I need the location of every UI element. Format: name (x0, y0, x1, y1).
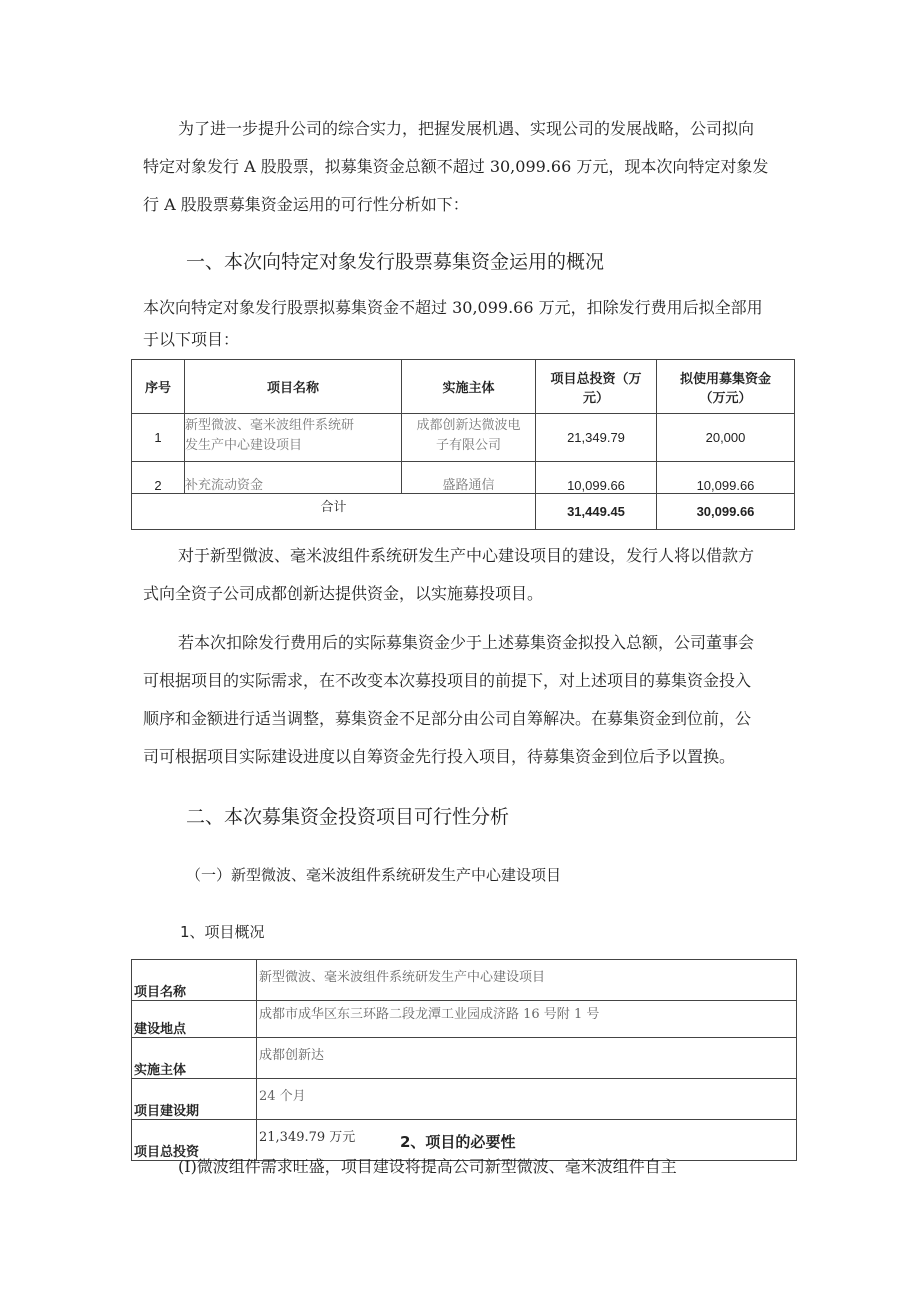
necessity-line-1: (I)微波组件需求旺盛，项目建设将提高公司新型微波、毫米波组件自主 (178, 1157, 677, 1176)
header-no: 序号 (132, 360, 185, 414)
intro-line-1: 为了进一步提升公司的综合实力，把握发展机遇、实现公司的发展战略，公司拟向 (178, 119, 755, 138)
total-label: 合计 (132, 494, 536, 530)
loan-line-2: 式向全资子公司成都创新达提供资金，以实施募投项目。 (143, 584, 544, 603)
row2-no: 2 (132, 462, 185, 494)
overview-label-investment: 项目总投资 (132, 1120, 257, 1161)
row2-raise: 10,099.66 (657, 462, 795, 494)
overview-value-name: 新型微波、毫米波组件系统研发生产中心建设项目 (257, 960, 797, 1001)
intro-line-2: 特定对象发行 A 股股票，拟募集资金总额不超过 30,099.66 万元，现本次向特定对象发 (143, 157, 769, 176)
section1-line-2: 于以下项目： (143, 330, 240, 349)
row1-total: 21,349.79 (536, 414, 657, 462)
overview-label-period: 项目建设期 (132, 1079, 257, 1120)
overview-label-name: 项目名称 (132, 960, 257, 1001)
adjust-line-2: 可根据项目的实际需求，在不改变本次募投项目的前提下，对上述项目的募集资金投入 (143, 671, 752, 690)
overview-value-location: 成都市成华区东三环路二段龙潭工业园成济路 16 号附 1 号 (257, 1001, 797, 1038)
necessity-paragraph (143, 1148, 803, 1186)
total-sum: 31,449.45 (536, 494, 657, 530)
row1-no: 1 (132, 414, 185, 462)
row1-name-l1: 新型微波、毫米波组件系统研 (185, 418, 355, 433)
row1-entity-l2: 子有限公司 (435, 438, 501, 453)
table-row (132, 1001, 797, 1038)
row1-entity-l1: 成都创新达微波电 (416, 418, 521, 433)
overview-label-location: 建设地点 (132, 1001, 257, 1038)
overview-label-entity: 实施主体 (132, 1038, 257, 1079)
total-raise: 30,099.66 (657, 494, 795, 530)
intro-line-3: 行 A 股股票募集资金运用的可行性分析如下： (143, 195, 469, 214)
row1-entity (402, 414, 536, 462)
fund-usage-table (131, 359, 795, 530)
header-raise (657, 360, 795, 414)
header-total (536, 360, 657, 414)
table-header-row (132, 360, 795, 414)
row2-total: 10,099.66 (536, 462, 657, 494)
header-entity: 实施主体 (402, 360, 536, 414)
section1-paragraph (143, 289, 803, 359)
row1-name (185, 414, 402, 462)
section1-heading: 一、本次向特定对象发行股票募集资金运用的概况 (186, 251, 605, 273)
adjust-line-4: 司可根据项目实际建设进度以自筹资金先行投入项目，待募集资金到位后予以置换。 (143, 747, 736, 766)
overview-value-period: 24 个月 (257, 1079, 797, 1120)
table-row (132, 1079, 797, 1120)
loan-line-1: 对于新型微波、毫米波组件系统研发生产中心建设项目的建设，发行人将以借款方 (178, 546, 755, 565)
loan-paragraph (143, 537, 803, 613)
adjust-paragraph (143, 624, 803, 776)
table-row (132, 414, 795, 462)
header-raise-l1: 拟使用募集资金 (679, 371, 771, 387)
adjust-line-1: 若本次扣除发行费用后的实际募集资金少于上述募集资金拟投入总额，公司董事会 (178, 633, 755, 652)
table-row (132, 462, 795, 494)
row2-name: 补充流动资金 (185, 462, 402, 494)
section2-heading: 二、本次募集资金投资项目可行性分析 (186, 806, 510, 828)
overview-value-investment: 21,349.79 万元 (257, 1120, 797, 1161)
adjust-line-3: 顺序和金额进行适当调整，募集资金不足部分由公司自筹解决。在募集资金到位前，公 (143, 709, 752, 728)
header-total-l1: 项目总投资（万 (550, 371, 642, 387)
row1-raise: 20,000 (657, 414, 795, 462)
header-raise-l2: （万元） (699, 390, 752, 406)
item2-heading: 2、项目的必要性 (400, 1133, 516, 1151)
item1-heading: 1、项目概况 (180, 923, 265, 941)
table-row (132, 1038, 797, 1079)
table-total-row (132, 494, 795, 530)
table-row (132, 960, 797, 1001)
header-total-l2: 元） (582, 390, 609, 406)
overview-value-entity: 成都创新达 (257, 1038, 797, 1079)
intro-paragraph (143, 110, 803, 224)
subsection1-heading: （一）新型微波、毫米波组件系统研发生产中心建设项目 (186, 866, 562, 884)
header-name: 项目名称 (185, 360, 402, 414)
row2-entity: 盛路通信 (402, 462, 536, 494)
row1-name-l2: 发生产中心建设项目 (185, 438, 303, 453)
section1-line-1: 本次向特定对象发行股票拟募集资金不超过 30,099.66 万元，扣除发行费用后拟全部用 (143, 298, 763, 317)
